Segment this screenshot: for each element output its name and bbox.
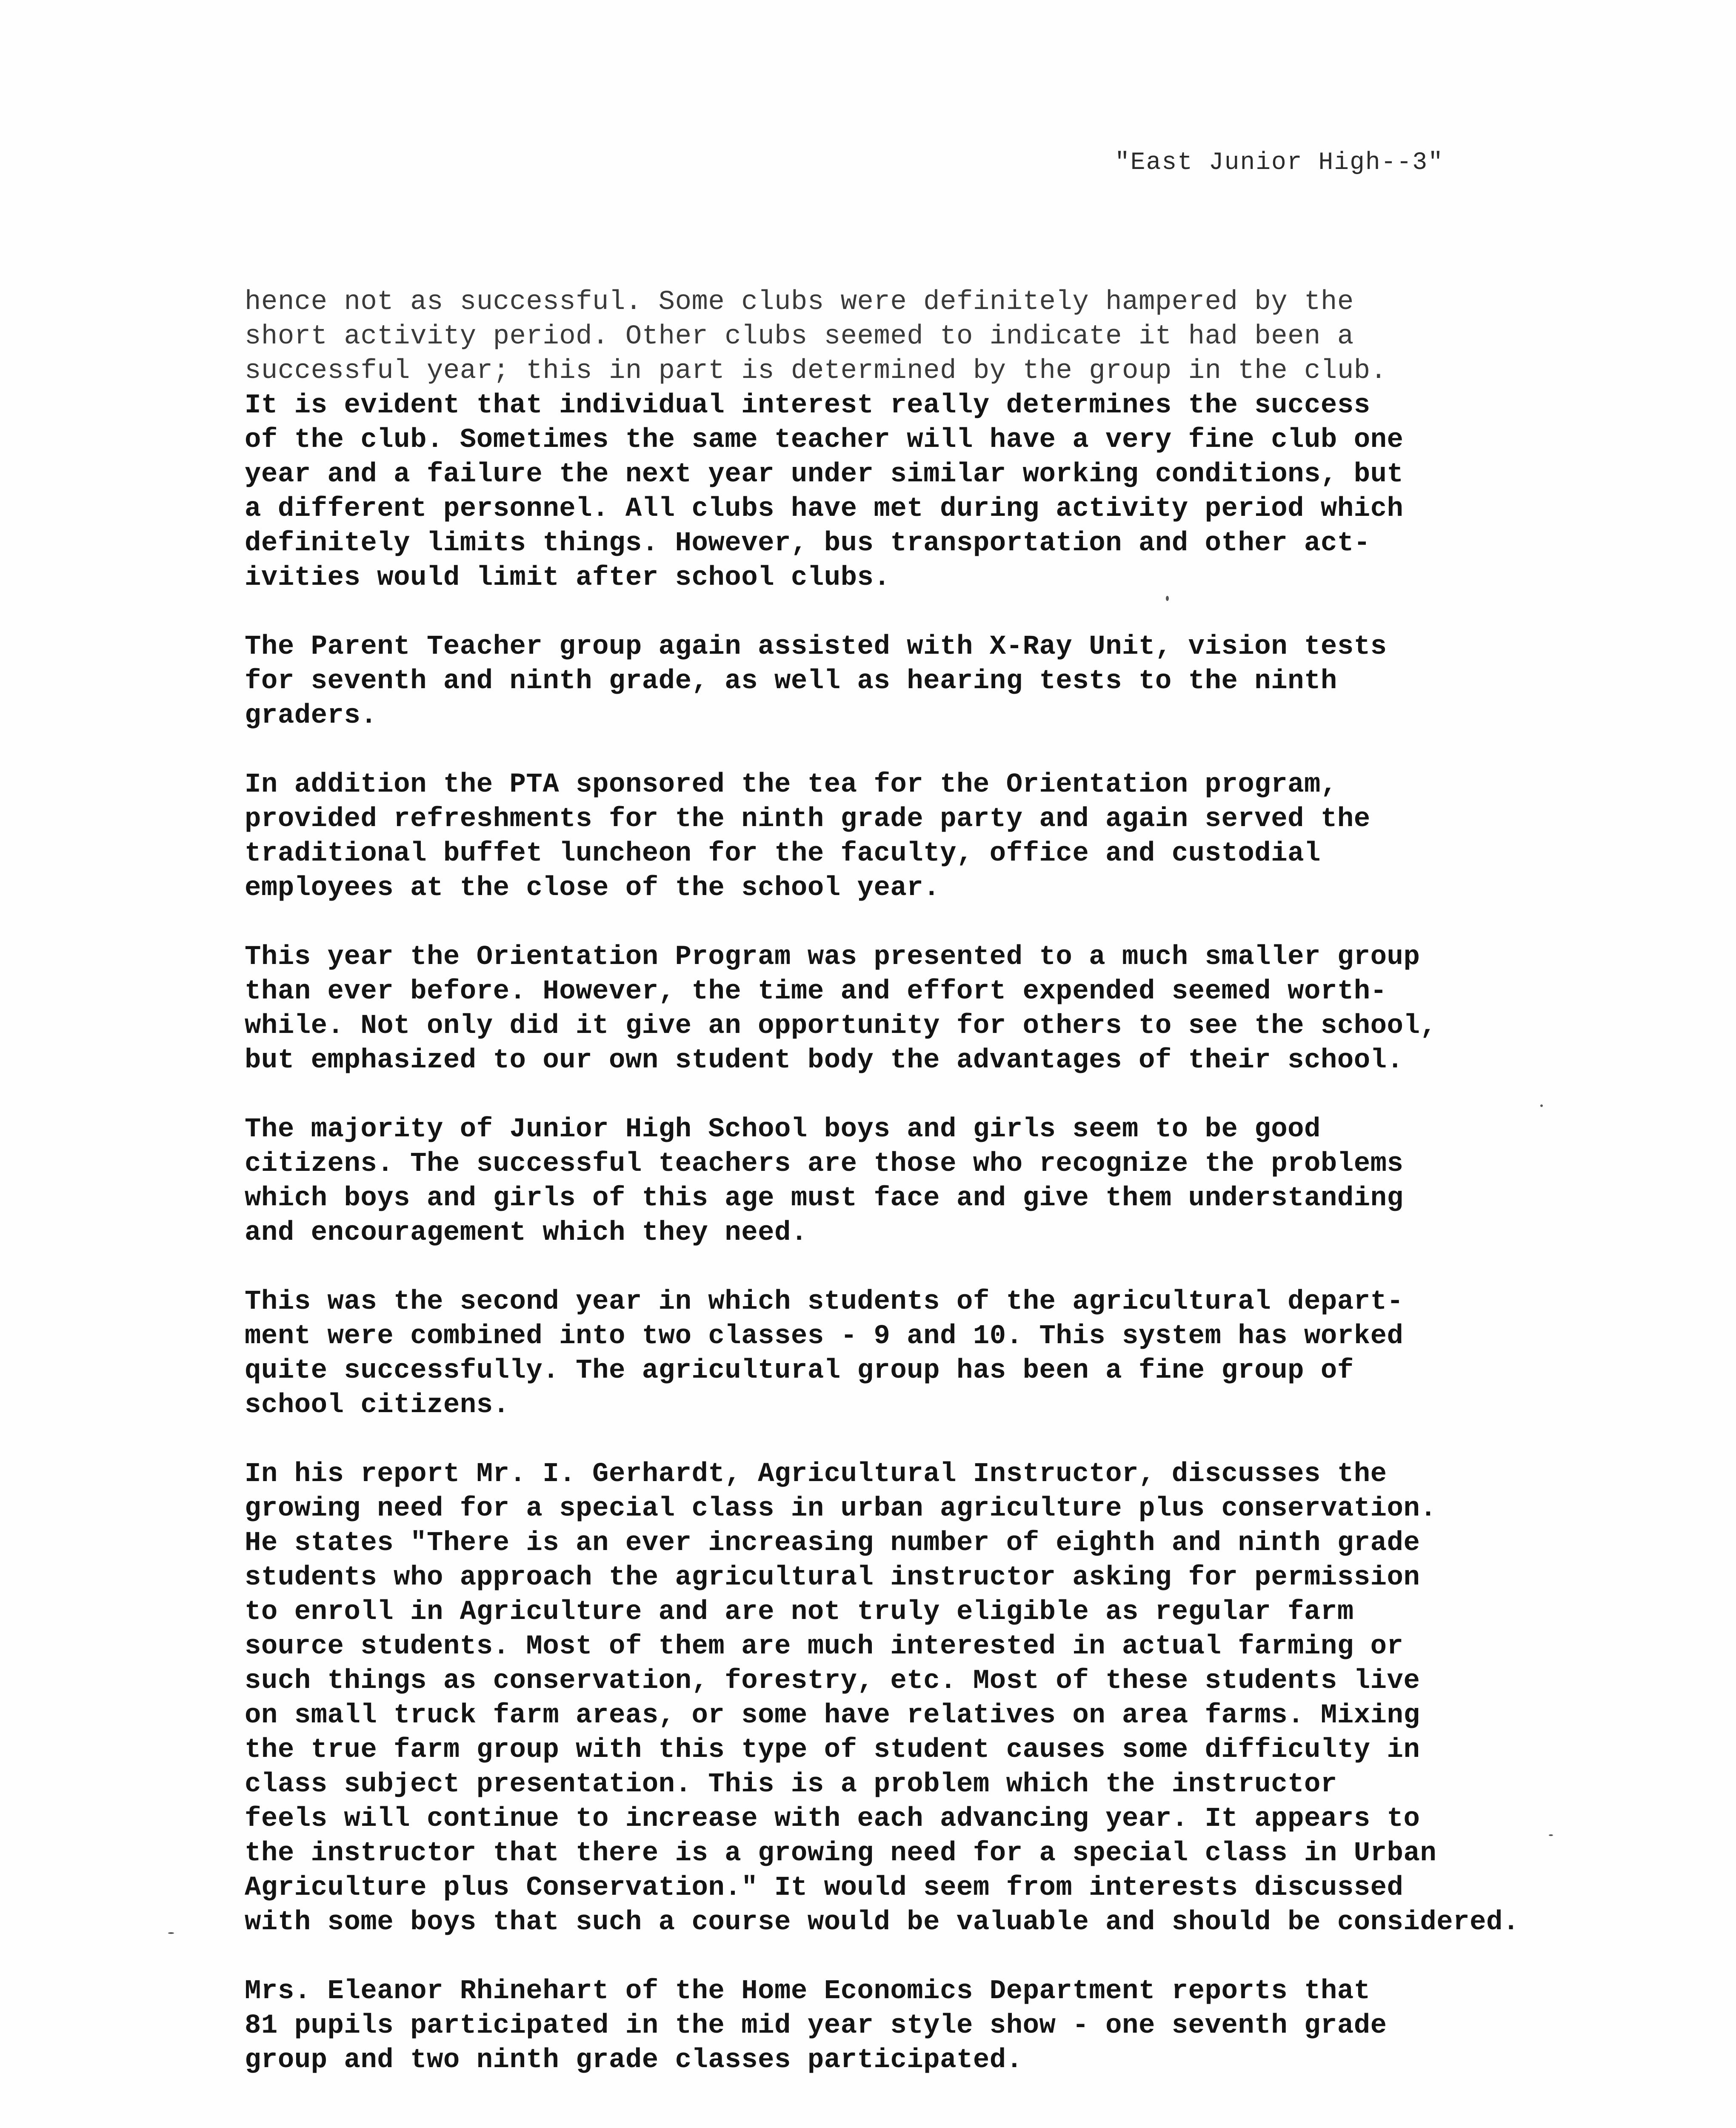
text-line: the instructor that there is a growing need for a special class in Urban — [245, 1838, 1437, 1869]
text-line: group and two ninth grade classes participated. — [245, 2045, 1023, 2076]
paragraph-parent-teacher — [245, 630, 1585, 733]
text-line: Agriculture plus Conservation." It would seem from interests discussed — [245, 1873, 1404, 1903]
text-line: source students. Most of them are much interested in actual farming or — [245, 1631, 1404, 1662]
text-line: to enroll in Agriculture and are not truly eligible as regular farm — [245, 1597, 1354, 1627]
paragraph-home-economics — [245, 1974, 1585, 2078]
text-line: provided refreshments for the ninth grade party and again served the — [245, 804, 1371, 835]
paragraph-gerhardt-report — [245, 1457, 1585, 1940]
text-line: The majority of Junior High School boys and girls seem to be good — [245, 1114, 1321, 1145]
text-line: on small truck farm areas, or some have relatives on area farms. Mixing — [245, 1700, 1420, 1731]
text-line: than ever before. However, the time and effort expended seemed worth- — [245, 976, 1387, 1007]
paragraph-orientation — [245, 940, 1585, 1078]
paragraph-pta — [245, 768, 1585, 906]
text-line: employees at the close of the school year. — [245, 873, 940, 904]
scan-speck — [1549, 1834, 1553, 1836]
text-line: ment were combined into two classes - 9 and 10. This system has worked — [245, 1321, 1404, 1352]
text-line: school citizens. — [245, 1390, 510, 1421]
text-line: of the club. Sometimes the same teacher will have a very fine club one — [245, 425, 1404, 455]
text-line: but emphasized to our own student body the advantages of their school. — [245, 1045, 1404, 1076]
text-line: This year the Orientation Program was presented to a much smaller group — [245, 942, 1420, 972]
text-line: In addition the PTA sponsored the tea for the Orientation program, — [245, 769, 1337, 800]
scan-speck — [1540, 1104, 1543, 1107]
text-line: year and a failure the next year under similar working conditions, but — [245, 459, 1404, 490]
document-body — [245, 285, 1585, 2112]
scan-speck — [1166, 596, 1169, 601]
text-line: graders. — [245, 701, 377, 731]
text-line: the true farm group with this type of student causes some difficulty in — [245, 1735, 1420, 1765]
text-line: In his report Mr. I. Gerhardt, Agricultural Instructor, discusses the — [245, 1459, 1387, 1490]
text-line: students who approach the agricultural instructor asking for permission — [245, 1562, 1420, 1593]
text-line: This was the second year in which students of the agricultural depart- — [245, 1287, 1404, 1317]
paragraph-agricultural-classes — [245, 1285, 1585, 1423]
text-line: which boys and girls of this age must face and give them understanding — [245, 1183, 1404, 1214]
text-line: short activity period. Other clubs seemed to indicate it had been a — [245, 321, 1354, 352]
text-line: It is evident that individual interest really determines the success — [245, 390, 1371, 421]
text-line: growing need for a special class in urban agriculture plus conservation. — [245, 1493, 1437, 1524]
text-line: traditional buffet luncheon for the faculty, office and custodial — [245, 838, 1321, 869]
text-line: class subject presentation. This is a problem which the instructor — [245, 1769, 1337, 1800]
text-line: definitely limits things. However, bus transportation and other act- — [245, 528, 1371, 559]
text-line: citizens. The successful teachers are those who recognize the problems — [245, 1149, 1404, 1179]
scan-speck — [168, 1932, 174, 1934]
text-line: while. Not only did it give an opportunity for others to see the school, — [245, 1011, 1437, 1041]
text-line: such things as conservation, forestry, etc. Most of these students live — [245, 1666, 1420, 1696]
text-line: ivities would limit after school clubs. — [245, 563, 891, 593]
paragraph-clubs — [245, 285, 1585, 595]
text-line: for seventh and ninth grade, as well as hearing tests to the ninth — [245, 666, 1337, 697]
text-line: a different personnel. All clubs have met during activity period which — [245, 494, 1404, 524]
text-line: with some boys that such a course would be valuable and should be considered. — [245, 1907, 1519, 1938]
text-line: 81 pupils participated in the mid year style show - one seventh grade — [245, 2011, 1387, 2041]
text-line: hence not as successful. Some clubs were definitely hampered by the — [245, 287, 1354, 317]
text-line: quite successfully. The agricultural group has been a fine group of — [245, 1356, 1354, 1386]
text-line: The Parent Teacher group again assisted with X-Ray Unit, vision tests — [245, 632, 1387, 662]
text-line: feels will continue to increase with each advancing year. It appears to — [245, 1804, 1420, 1834]
paragraph-citizens — [245, 1113, 1585, 1250]
page-header-reference: "East Junior High--3" — [1115, 149, 1444, 177]
text-line: successful year; this in part is determined by the group in the club. — [245, 356, 1387, 386]
text-line: He states "There is an ever increasing number of eighth and ninth grade — [245, 1528, 1420, 1559]
text-line: and encouragement which they need. — [245, 1218, 808, 1248]
text-line: Mrs. Eleanor Rhinehart of the Home Economics Department reports that — [245, 1976, 1371, 2007]
